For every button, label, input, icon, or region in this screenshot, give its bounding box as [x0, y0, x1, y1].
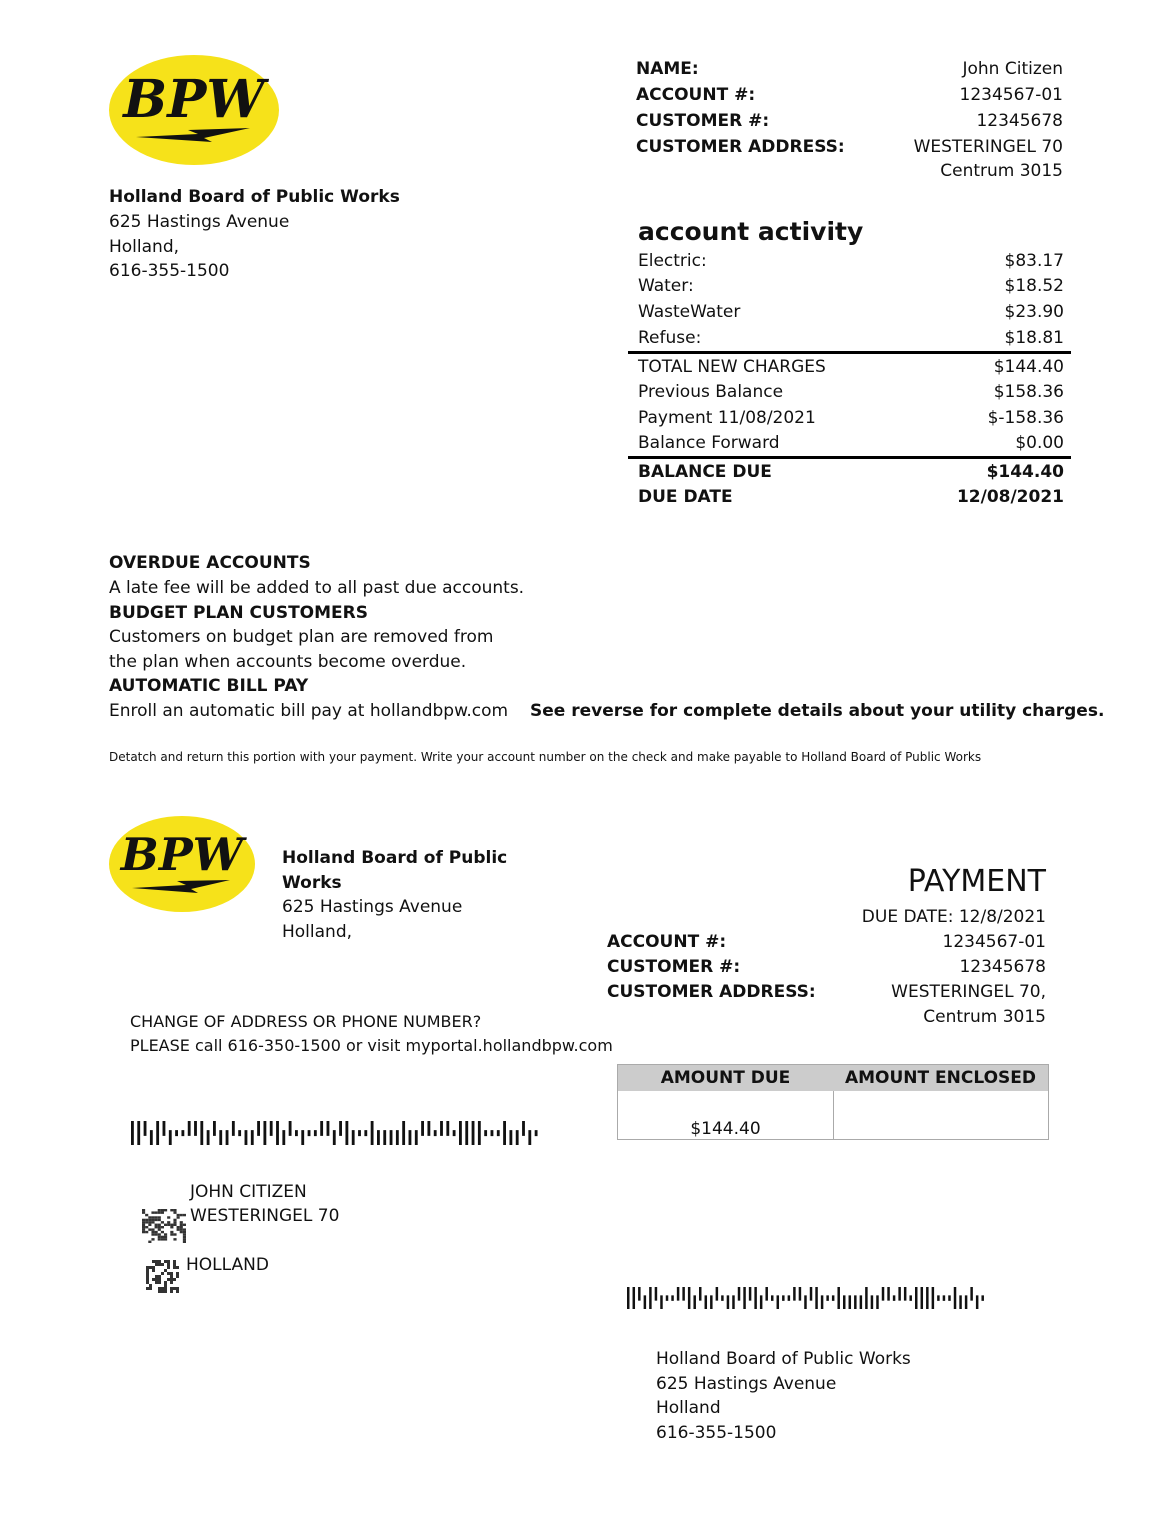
stub-customer-address-label: CUSTOMER ADDRESS: — [607, 982, 816, 1002]
stub-account-number-value: 1234567-01 — [942, 932, 1046, 952]
balance-divider — [628, 456, 1071, 459]
charge-row — [638, 274, 1064, 300]
total-label: TOTAL NEW CHARGES — [638, 357, 826, 377]
charge-value: $18.81 — [1004, 328, 1064, 348]
charges-list — [638, 249, 1064, 352]
amount-box — [617, 1064, 1049, 1140]
overdue-text: A late fee will be added to all past due accounts. — [109, 578, 525, 598]
total-value: $-158.36 — [987, 408, 1064, 428]
stub-account-info — [607, 930, 1046, 1030]
account-number-label: ACCOUNT #: — [636, 85, 756, 105]
balance-due-label: BALANCE DUE — [638, 462, 772, 482]
balance-due-value: $144.40 — [986, 462, 1064, 482]
total-row — [638, 431, 1064, 456]
company-street: 625 Hastings Avenue — [109, 212, 290, 232]
charge-label: Refuse: — [638, 328, 702, 348]
qr-code-icon — [146, 1260, 179, 1293]
stub-company-street: 625 Hastings Avenue — [282, 897, 463, 917]
stub-company-name-2: Works — [282, 873, 342, 893]
budget-text-2: the plan when accounts become overdue. — [109, 652, 467, 672]
charge-value: $83.17 — [1004, 251, 1064, 271]
stub-customer-number-value: 12345678 — [959, 957, 1046, 977]
name-value: John Citizen — [962, 59, 1063, 79]
total-row — [638, 380, 1064, 406]
amount-enclosed-header: AMOUNT ENCLOSED — [833, 1065, 1048, 1091]
due-date-value: 12/08/2021 — [956, 487, 1064, 507]
customer-number-label: CUSTOMER #: — [636, 111, 770, 131]
charge-value: $18.52 — [1004, 276, 1064, 296]
change-of-address-line1: CHANGE OF ADDRESS OR PHONE NUMBER? — [130, 1012, 482, 1031]
budget-text-1: Customers on budget plan are removed from — [109, 627, 494, 647]
stub-account-number-label: ACCOUNT #: — [607, 932, 727, 952]
account-info — [636, 57, 1063, 183]
amount-enclosed-field[interactable] — [834, 1091, 1048, 1139]
stub-due-date: DUE DATE: 12/8/2021 — [861, 907, 1046, 927]
payment-title: PAYMENT — [907, 864, 1046, 899]
bpw-logo — [108, 54, 280, 166]
amount-due-value: $144.40 — [690, 1119, 761, 1139]
budget-title: BUDGET PLAN CUSTOMERS — [109, 603, 368, 623]
detach-instructions: Detatch and return this portion with your payment. Write your account number on the check and make payable to Holland Board of Public Works — [109, 750, 982, 764]
total-value: $0.00 — [1015, 433, 1064, 453]
stub-customer-address-value: WESTERINGEL 70, — [891, 982, 1046, 1002]
activity-title: account activity — [638, 217, 864, 246]
company-name: Holland Board of Public Works — [109, 187, 400, 207]
return-city: Holland — [656, 1398, 721, 1418]
qr-code-icon — [142, 1209, 186, 1243]
mail-customer-street: WESTERINGEL 70 — [190, 1206, 340, 1226]
total-label: Payment 11/08/2021 — [638, 408, 816, 428]
charge-row — [638, 249, 1064, 274]
company-city: Holland, — [109, 237, 180, 257]
charge-label: Water: — [638, 276, 694, 296]
return-company-name: Holland Board of Public Works — [656, 1349, 911, 1369]
due-date-label: DUE DATE — [638, 487, 733, 507]
see-reverse-note: See reverse for complete details about your utility charges. — [530, 701, 1105, 721]
logo-text: BPW — [123, 69, 265, 130]
mail-customer-city: HOLLAND — [186, 1255, 269, 1275]
name-label: NAME: — [636, 59, 699, 79]
postal-barcode — [131, 1121, 541, 1145]
total-value: $144.40 — [993, 357, 1064, 377]
return-barcode — [627, 1287, 987, 1309]
return-phone: 616-355-1500 — [656, 1423, 777, 1443]
amount-due-header: AMOUNT DUE — [618, 1065, 833, 1091]
stub-customer-number-label: CUSTOMER #: — [607, 957, 741, 977]
charge-value: $23.90 — [1004, 302, 1064, 322]
customer-address-label: CUSTOMER ADDRESS: — [636, 137, 845, 157]
autopay-text: Enroll an automatic bill pay at hollandbpw.com — [109, 701, 509, 721]
total-row — [638, 355, 1064, 380]
customer-address-value: WESTERINGEL 70 — [913, 137, 1063, 157]
charge-label: Electric: — [638, 251, 707, 271]
mail-customer-name: JOHN CITIZEN — [190, 1182, 307, 1202]
account-number-value: 1234567-01 — [959, 85, 1063, 105]
customer-address-line2: Centrum 3015 — [940, 161, 1063, 181]
charges-divider — [628, 351, 1071, 354]
stub-company-city: Holland, — [282, 922, 353, 942]
stub-logo-text: BPW — [120, 828, 244, 881]
overdue-title: OVERDUE ACCOUNTS — [109, 553, 311, 573]
customer-number-value: 12345678 — [976, 111, 1063, 131]
autopay-title: AUTOMATIC BILL PAY — [109, 676, 309, 696]
charge-row — [638, 300, 1064, 326]
charge-row — [638, 326, 1064, 352]
totals-list — [638, 355, 1064, 456]
stub-company-name-1: Holland Board of Public — [282, 848, 508, 868]
stub-bpw-logo — [108, 815, 256, 913]
charge-label: WasteWater — [638, 302, 741, 322]
total-label: Balance Forward — [638, 433, 780, 453]
company-phone: 616-355-1500 — [109, 261, 230, 281]
balance-block — [638, 460, 1064, 510]
total-row — [638, 406, 1064, 431]
stub-customer-address-line2: Centrum 3015 — [923, 1007, 1046, 1027]
change-of-address-line2: PLEASE call 616-350-1500 or visit myportal.hollandbpw.com — [130, 1036, 613, 1055]
return-street: 625 Hastings Avenue — [656, 1374, 837, 1394]
total-value: $158.36 — [993, 382, 1064, 402]
total-label: Previous Balance — [638, 382, 784, 402]
